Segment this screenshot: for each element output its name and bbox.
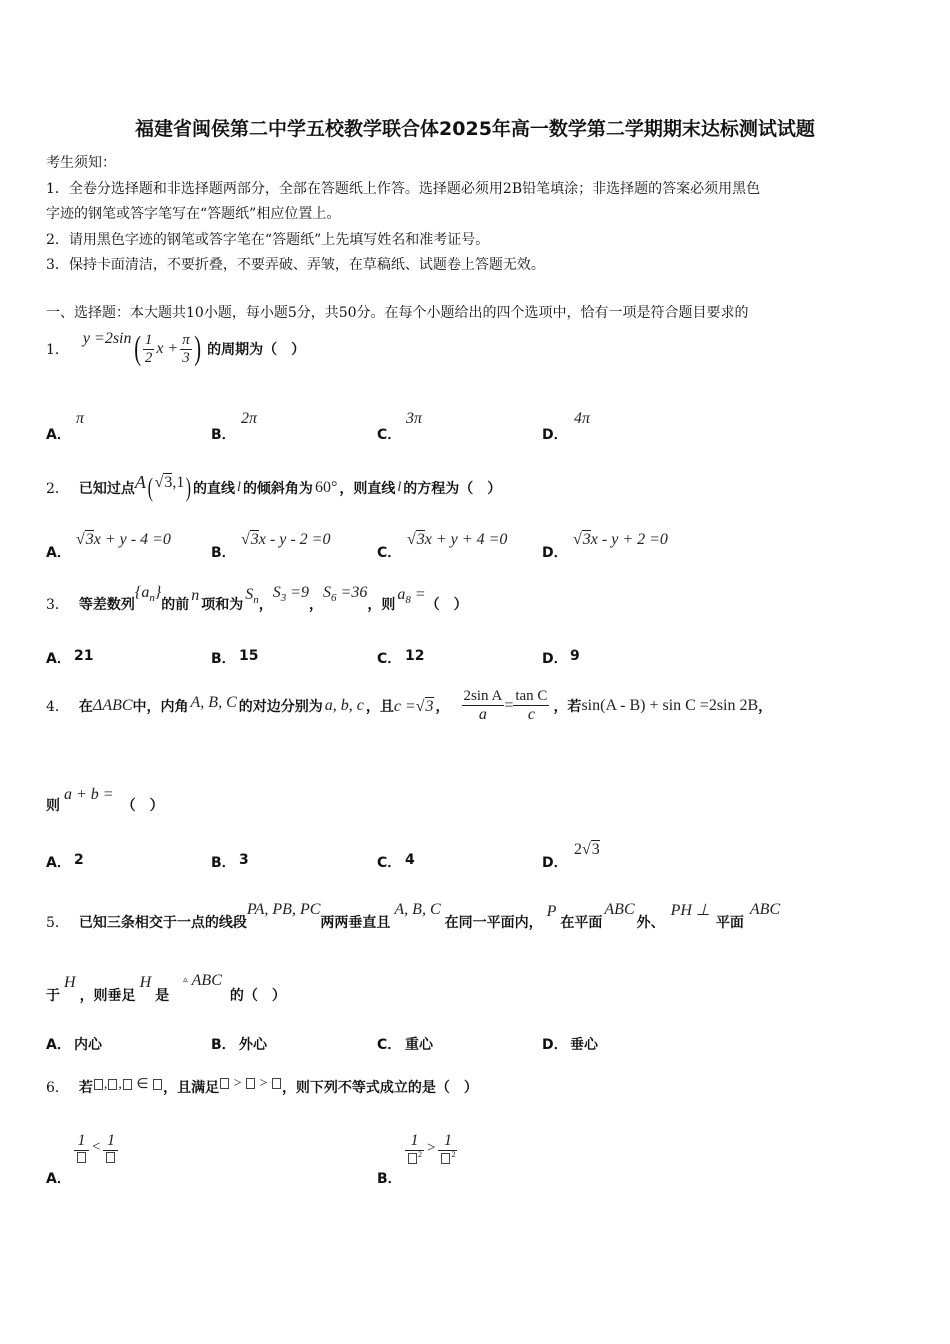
section-heading: 一、选择题：本大题共10小题，每小题5分，共50分。在每个小题给出的四个选项中，恰有一项是符合题目要求的 [46, 305, 749, 321]
option-value: 2π [241, 410, 258, 427]
question-number: 3． [46, 597, 69, 613]
q4-text-4: ，且 [365, 699, 394, 715]
q5-text-1: 已知三条相交于一点的线段 [78, 915, 247, 931]
q4-triangle: ΔABC [92, 697, 133, 714]
option-value: 重心 [405, 1037, 433, 1053]
option-value: √3x - y + 2 =0 [573, 531, 668, 548]
q1-options [46, 410, 906, 444]
q3-s3: $S_3 =9$ [272, 583, 310, 605]
option-label: C． [377, 855, 402, 871]
option-label: D． [542, 545, 568, 561]
q4-angles: A, B, C [190, 694, 237, 711]
option-value: 4 [405, 852, 415, 868]
q3-options [46, 646, 906, 668]
option-label: B． [211, 651, 236, 667]
option-label: C． [377, 651, 402, 667]
q4-options [46, 840, 906, 870]
q3-a8: $a_8$ = [397, 585, 426, 607]
q4-frac-2: $\frac{\text{tan C}}{c}$ [515, 688, 548, 723]
q3-text-1: 等差数列 [78, 597, 135, 613]
q4-text-1: 在 [78, 699, 93, 715]
option-value: √3x - y - 2 =0 [241, 531, 331, 548]
option-value: √3x + y - 4 =0 [76, 531, 171, 548]
option-value: 垂心 [570, 1037, 598, 1053]
q6-text-2: ，且满足 [163, 1080, 220, 1096]
question-2 [46, 470, 501, 506]
q2-angle: 60° [314, 479, 338, 496]
q4-then: 则 [46, 798, 60, 814]
option-label: A． [46, 651, 71, 667]
q3-text-4: ，则 [367, 597, 396, 613]
q1-left-paren: ( [133, 330, 141, 367]
q3-text-3: 项和为 [201, 597, 244, 613]
notice-item-2: 2．请用黑色字迹的钢笔或答字笔在“答题纸”上先填写姓名和准考证号。 [46, 232, 490, 248]
exam-title: 福建省闽侯第二中学五校教学联合体2025年高一数学第二学期期末达标测试试题 [135, 118, 815, 140]
question-number: 5． [46, 915, 69, 931]
option-label: B． [211, 855, 236, 871]
q5-p: P [546, 903, 557, 920]
option-label: B． [211, 1037, 236, 1053]
q4-text-6: ， [758, 699, 773, 715]
notice-item-1-cont: 字迹的钢笔或答字笔写在“答题纸”相应位置上。 [46, 206, 341, 222]
option-value: 2 [74, 852, 84, 868]
question-1 [46, 326, 305, 372]
q2-left-paren: ( [147, 473, 153, 502]
q4-text-3: 的对边分别为 [238, 699, 323, 715]
q5-text-3: 在同一平面内， [444, 915, 543, 931]
option-value: 15 [239, 648, 259, 664]
q4-equals: = [504, 697, 514, 714]
q3-text-2: 的前 [161, 597, 190, 613]
q4-line-2 [46, 780, 164, 814]
q2-text-2: 的直线 [193, 481, 236, 497]
option-label: C． [377, 427, 402, 443]
option-label: D． [542, 1037, 568, 1053]
q5-line2-text-2: ，则垂足 [79, 988, 136, 1004]
q2-right-paren: ) [186, 473, 192, 502]
option-label: A． [46, 1171, 71, 1187]
q2-point-label: A [134, 471, 146, 492]
option-value: 内心 [74, 1037, 102, 1053]
option-label: B． [211, 545, 236, 561]
q1-frac-2: $\frac{\pi}{3}$ [182, 332, 190, 366]
q4-a-plus-b: a + b = [64, 786, 114, 803]
question-number: 4． [46, 699, 69, 715]
option-value: 2√3 [574, 841, 600, 858]
question-3 [46, 583, 468, 622]
option-label: D． [542, 427, 568, 443]
q5-abc: ABC [191, 972, 222, 989]
q1-x: x + [156, 340, 179, 357]
q1-frac-1: $\frac{1}{2}$ [144, 332, 153, 366]
notice-item-3: 3．保持卡面清洁，不要折叠，不要弄破、弄皱，在草稿纸、试题卷上答题无效。 [46, 257, 545, 273]
q1-expr-left: y =2sin [82, 330, 132, 347]
q3-sn: $S_n$ [245, 585, 259, 607]
question-4 [46, 678, 772, 734]
option-value: 9 [570, 648, 580, 664]
option-value: 3 [239, 852, 249, 868]
option-label: C． [377, 1037, 402, 1053]
question-number: 6． [46, 1080, 69, 1096]
q3-n: n [191, 587, 200, 604]
q5-h: H [64, 974, 76, 991]
q4-text-7: （ ） [121, 798, 164, 814]
q5-text-6: 平面 [715, 915, 744, 931]
q2-text-3: 的倾斜角为 [242, 481, 313, 497]
q2-options [46, 530, 906, 562]
q2-text-1: 已知过点 [78, 481, 135, 497]
q5-options [46, 1032, 906, 1054]
notice-item-1: 1．全卷分选择题和非选择题两部分，全部在答题纸上作答。选择题必须用2B铅笔填涂；非选择题的答案必须用黑色 [46, 181, 761, 197]
q5-line-2 [46, 970, 286, 1004]
option-value: 21 [74, 648, 94, 664]
option-label: A． [46, 545, 71, 561]
q5-line2-text-4: 的（ ） [229, 988, 286, 1004]
option-label: D． [542, 651, 568, 667]
option-label: C． [377, 545, 402, 561]
q4-text-2: 中，内角 [132, 699, 189, 715]
q6-text-1: 若 [78, 1080, 93, 1096]
q2-text-5: 的方程为（ ） [403, 481, 502, 497]
q5-h: H [139, 974, 152, 991]
option-value: π [76, 410, 85, 427]
q3-comma: ， [309, 597, 324, 613]
q5-points: A, B, C [394, 901, 441, 918]
option-value: 4π [574, 410, 591, 427]
q6-options [46, 1132, 906, 1188]
option-value: √3x + y + 4 =0 [407, 531, 508, 548]
q5-abc: ABC [604, 901, 635, 918]
option-value: 3π [406, 410, 423, 427]
q4-condition: sin(A - B) + sin C =2sin 2B [581, 697, 759, 714]
q5-abc: ABC [749, 901, 781, 918]
q3-comma: ， [258, 597, 273, 613]
q2-line-l: l [237, 480, 241, 495]
q1-text: 的周期为（ ） [207, 342, 306, 358]
option-value: 外心 [239, 1037, 267, 1053]
triangle-symbol: ▵ [183, 973, 188, 984]
notice-heading: 考生须知： [46, 155, 116, 171]
q4-c-value: c =√3 [393, 697, 434, 715]
q4-sides: a, b, c [324, 697, 364, 714]
q5-ph-perp: PH ⊥ [670, 902, 710, 919]
q3-s6: $S_6 =36$ [323, 583, 368, 605]
q5-text-4: 在平面 [560, 915, 603, 931]
option-label: B． [211, 427, 236, 443]
question-number: 2． [46, 481, 69, 497]
option-label: D． [542, 855, 568, 871]
question-6 [46, 1072, 478, 1102]
q2-line-l: l [397, 480, 402, 495]
question-number: 1． [46, 342, 69, 358]
q6-set-expression: , , ∈ [93, 1076, 163, 1093]
q2-point-coords: √3,1 [154, 473, 185, 491]
option-label: A． [46, 427, 71, 443]
q5-line2-text-1: 于 [46, 988, 60, 1004]
question-5 [46, 896, 780, 936]
q6-inequality: > > [219, 1076, 282, 1092]
q6-text-3: ，则下列不等式成立的是（ ） [281, 1080, 478, 1096]
option-value: $\frac{1}{^2}$ > $\frac{1}{^2}$ [405, 1132, 457, 1164]
option-label: A． [46, 855, 71, 871]
option-label: A． [46, 1037, 71, 1053]
q4-text-5: ，若 [553, 699, 582, 715]
q5-segments: PA, PB, PC [246, 901, 321, 918]
q3-text-5: （ ） [425, 597, 468, 613]
q5-text-5: 外、 [636, 915, 665, 931]
q2-text-4: ，则直线 [339, 481, 396, 497]
q4-frac-1: $\frac{\text{2sin A}}{a}$ [463, 688, 503, 723]
q4-comma: ， [435, 699, 450, 715]
q3-sequence: $\{a_n\}$ [134, 583, 162, 605]
option-value: 12 [405, 648, 425, 664]
q1-right-paren: ) [194, 330, 201, 367]
option-value: 1 < 1 [74, 1132, 118, 1163]
q5-line2-text-3: 是 [155, 988, 170, 1004]
q5-text-2: 两两垂直且 [320, 915, 391, 931]
option-label: B． [377, 1171, 402, 1187]
